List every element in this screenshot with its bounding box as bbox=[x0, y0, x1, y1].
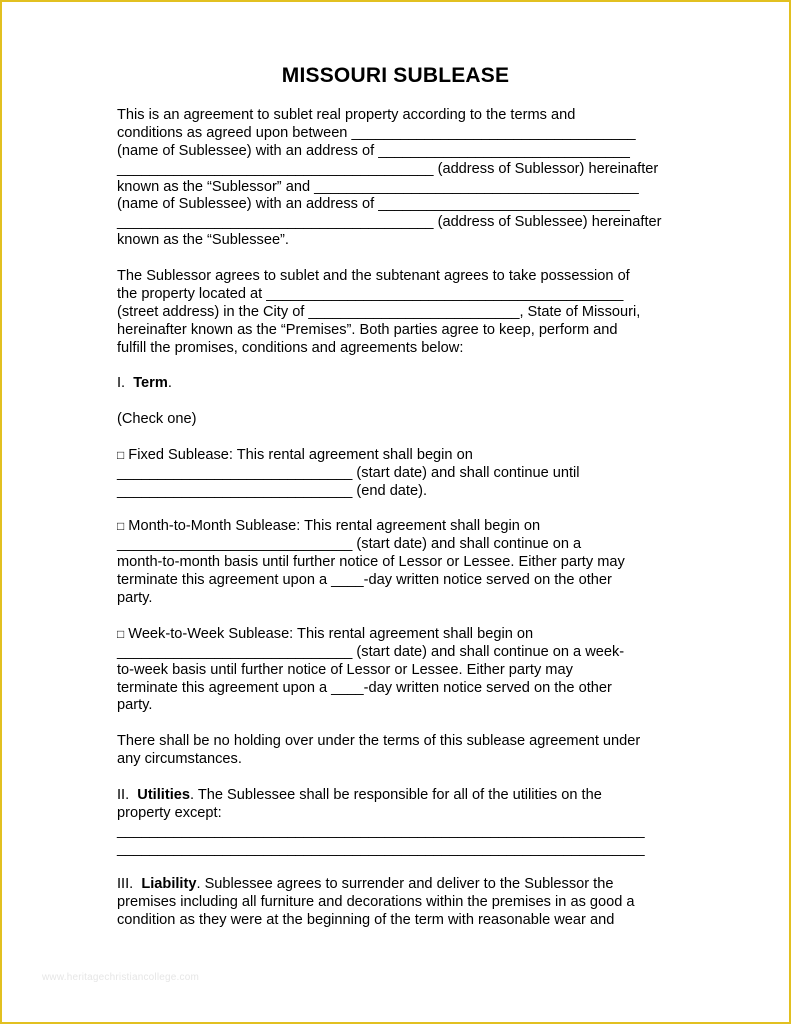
option-line: _____________________________ (start date) and shall continue on a week- bbox=[117, 643, 625, 660]
intro-line: (name of Sublessee) with an address of _______________________________ bbox=[117, 196, 630, 213]
intro-paragraph bbox=[117, 107, 682, 250]
option-line bbox=[117, 518, 682, 536]
intro-line: conditions as agreed upon between ___________________________________ bbox=[117, 124, 636, 141]
option-line: to-week basis until further notice of Lessor or Lessee. Either party may bbox=[117, 661, 573, 678]
section-title: Utilities bbox=[137, 786, 190, 803]
option-line: party. bbox=[117, 590, 153, 607]
intro-line: (name of Sublessee) with an address of _______________________________ bbox=[117, 142, 630, 159]
section-text: . Sublessee agrees to surrender and deliver to the Sublessor the bbox=[196, 876, 614, 893]
section-utilities-heading bbox=[117, 787, 682, 805]
intro-line: _______________________________________ (address of Sublessee) hereinafter bbox=[117, 214, 662, 231]
checkbox-icon[interactable]: □ bbox=[117, 626, 125, 641]
intro-line: known as the “Sublessee”. bbox=[117, 232, 289, 249]
section-liability-heading bbox=[117, 876, 682, 894]
premises-line: hereinafter known as the “Premises”. Both parties agree to keep, perform and bbox=[117, 321, 618, 338]
option-line: terminate this agreement upon a ____-day written notice served on the other bbox=[117, 572, 612, 589]
section-line: condition as they were at the beginning of the term with reasonable wear and bbox=[117, 912, 615, 929]
section-utilities bbox=[117, 787, 682, 859]
holding-line: any circumstances. bbox=[117, 751, 242, 768]
option-line bbox=[117, 626, 682, 644]
fixed-sublease-option bbox=[117, 447, 682, 501]
section-line: premises including all furniture and decorations within the premises in as good a bbox=[117, 894, 635, 911]
premises-line: (street address) in the City of __________________________, State of Missouri, bbox=[117, 303, 641, 320]
option-line: _____________________________ (start date) and shall continue until bbox=[117, 464, 580, 481]
premises-paragraph bbox=[117, 268, 682, 357]
premises-line: The Sublessor agrees to sublet and the subtenant agrees to take possession of bbox=[117, 268, 630, 285]
section-title: Term bbox=[133, 375, 168, 392]
holding-over-paragraph bbox=[117, 733, 682, 769]
section-term-heading bbox=[117, 375, 682, 393]
option-line: _____________________________ (start date) and shall continue on a bbox=[117, 536, 582, 553]
option-label: Fixed Sublease: This rental agreement shall begin on bbox=[124, 446, 473, 463]
holding-line: There shall be no holding over under the terms of this sublease agreement under bbox=[117, 733, 641, 750]
section-number: II. bbox=[117, 786, 130, 803]
week-to-week-option bbox=[117, 626, 682, 715]
section-number: III. bbox=[117, 876, 134, 893]
section-title-period: . bbox=[167, 375, 172, 392]
section-number: I. bbox=[117, 375, 126, 392]
site-watermark: www.heritagechristiancollege.com bbox=[42, 972, 200, 983]
option-line bbox=[117, 447, 682, 465]
option-line: _____________________________ (end date). bbox=[117, 482, 428, 499]
premises-line: fulfill the promises, conditions and agreements below: bbox=[117, 339, 464, 356]
document-title: MISSOURI SUBLEASE bbox=[281, 64, 510, 87]
check-one-note: (Check one) bbox=[117, 411, 197, 428]
option-line: party. bbox=[117, 697, 153, 714]
premises-line: the property located at ____________________________________________ bbox=[117, 285, 624, 302]
option-line: month-to-month basis until further notice of Lessor or Lessee. Either party may bbox=[117, 554, 625, 571]
section-text: . The Sublessee shall be responsible for all of the utilities on the bbox=[190, 786, 602, 803]
utilities-blank-line[interactable]: _________________________________________________________________ bbox=[117, 822, 645, 839]
option-label: Week-to-Week Sublease: This rental agreement shall begin on bbox=[124, 625, 534, 642]
checkbox-icon[interactable]: □ bbox=[117, 447, 125, 462]
document-body bbox=[117, 107, 682, 930]
section-liability bbox=[117, 876, 682, 930]
month-to-month-option bbox=[117, 518, 682, 607]
intro-line: _______________________________________ (address of Sublessor) hereinafter bbox=[117, 160, 659, 177]
section-line: property except: bbox=[117, 804, 222, 821]
checkbox-icon[interactable]: □ bbox=[117, 519, 125, 534]
utilities-blank-line[interactable]: _________________________________________________________________ bbox=[117, 840, 645, 857]
intro-line: known as the “Sublessor” and ________________________________________ bbox=[117, 178, 639, 195]
intro-line: This is an agreement to sublet real property according to the terms and bbox=[117, 107, 576, 123]
section-title: Liability bbox=[141, 876, 197, 893]
option-label: Month-to-Month Sublease: This rental agreement shall begin on bbox=[124, 518, 541, 535]
option-line: terminate this agreement upon a ____-day written notice served on the other bbox=[117, 679, 612, 696]
